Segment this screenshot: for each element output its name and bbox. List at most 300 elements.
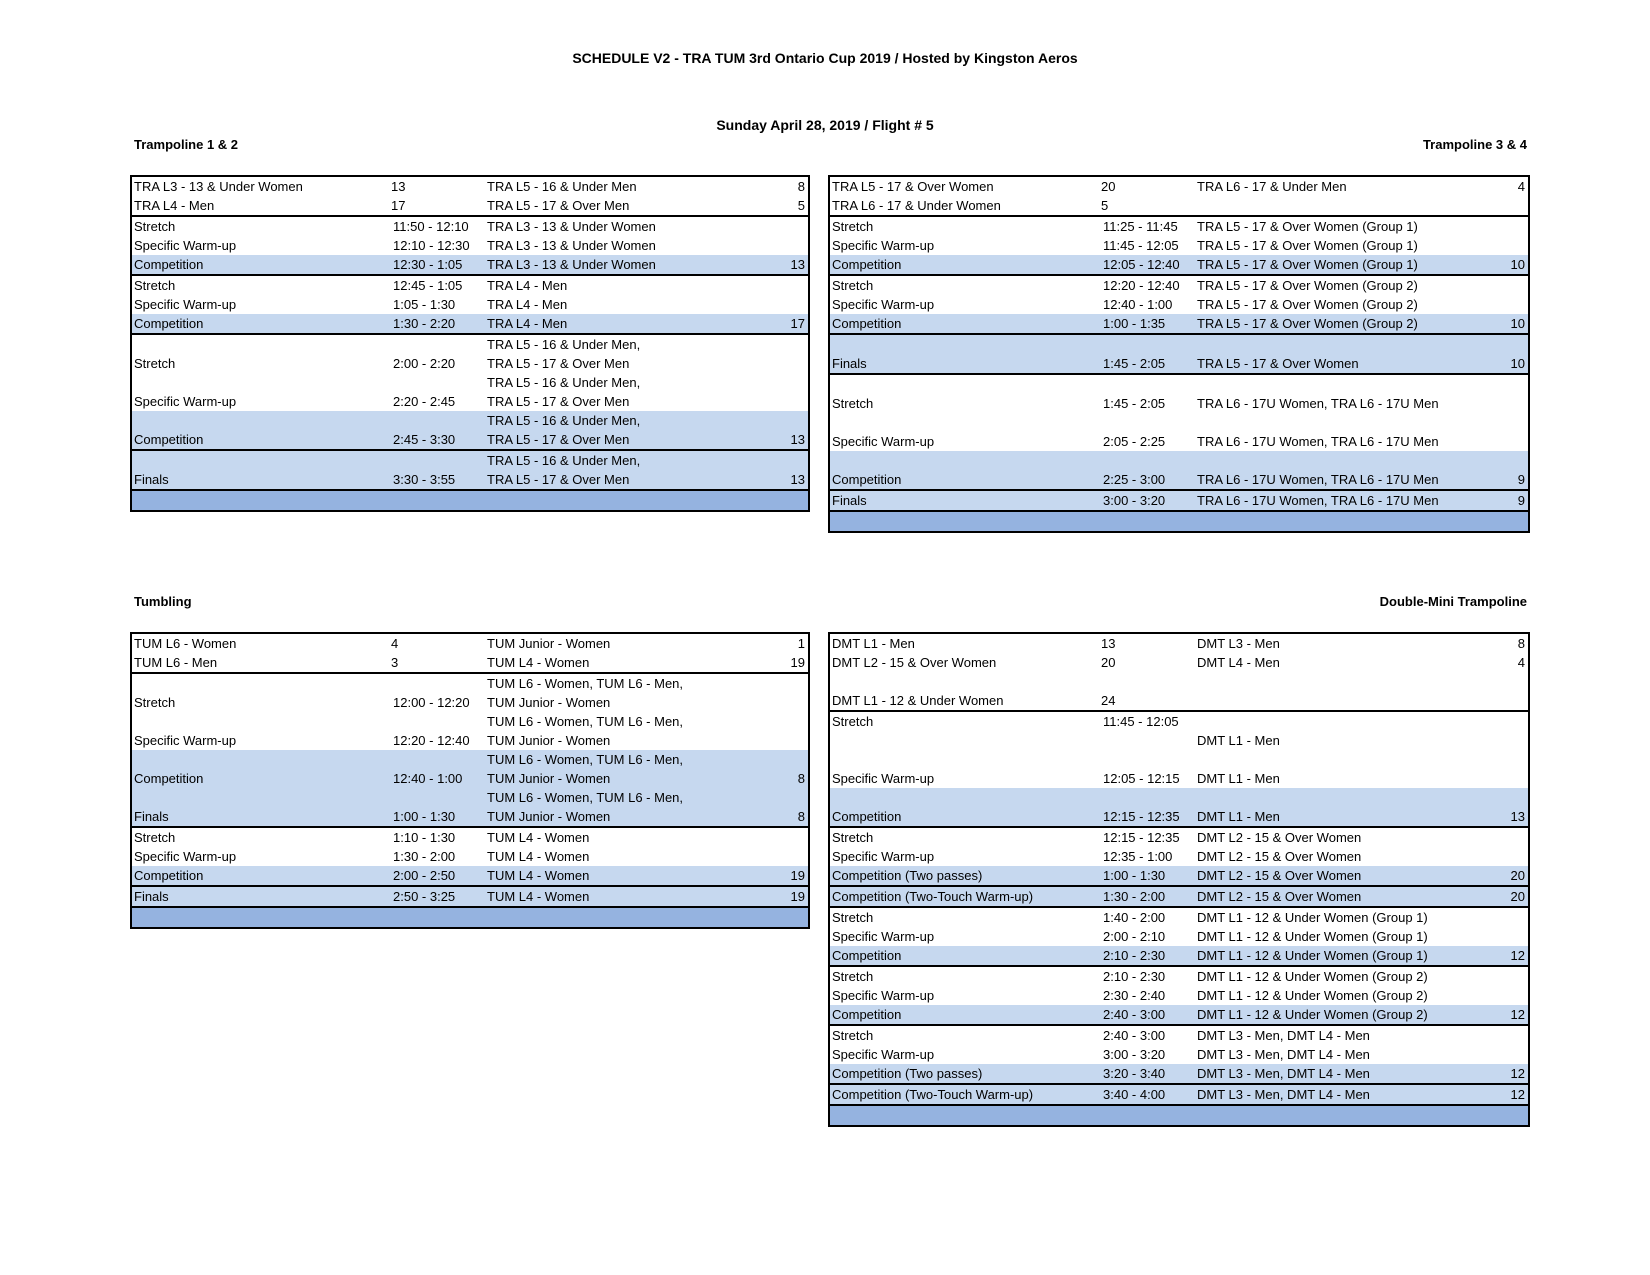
time-cell: 2:40 - 3:00 — [1099, 1005, 1195, 1025]
schedule-row — [829, 374, 1529, 413]
time-cell: 2:00 - 2:50 — [389, 866, 485, 886]
time-cell: 11:45 - 12:05 — [1103, 238, 1179, 253]
time-cell: 12:40 - 1:00 — [389, 750, 485, 788]
activity-cell: Stretch — [829, 711, 1099, 750]
activity-cell: Stretch — [829, 374, 1099, 413]
count-cell: 10 — [1499, 334, 1529, 374]
summary-event: TUM L4 - Women — [487, 655, 590, 670]
activity-cell: Competition (Two passes) — [829, 1064, 1099, 1084]
summary-count: 17 — [391, 198, 406, 213]
count-cell: 10 — [1499, 255, 1529, 275]
event-cell: DMT L1 - 12 & Under Women (Group 2) — [1197, 988, 1428, 1003]
time-cell: 1:00 - 1:30 — [1099, 866, 1195, 886]
count-cell — [1499, 216, 1529, 236]
summary-count — [1499, 196, 1529, 216]
summary-count: 4 — [1517, 179, 1525, 194]
time-cell: 12:15 - 12:35 — [1099, 788, 1195, 827]
activity-cell: Specific Warm-up — [832, 1047, 935, 1062]
schedule-row — [829, 827, 1529, 847]
time-cell: 2:05 - 2:25 — [1103, 434, 1166, 449]
summary-event: DMT L1 - 12 & Under Women — [832, 693, 1004, 708]
activity-cell: Finals — [829, 490, 1099, 511]
summary-count: 5 — [1101, 198, 1109, 213]
event-cell: TRA L5 - 17 & Over Women (Group 2) — [1195, 314, 1499, 334]
event-cell: DMT L1 - Men — [1197, 771, 1280, 786]
activity-cell: Stretch — [829, 907, 1099, 927]
schedule-row — [131, 750, 809, 788]
event-line: TUM L6 - Women, TUM L6 - Men, — [487, 752, 684, 767]
activity-cell: Finals — [131, 788, 389, 827]
count-cell — [1499, 413, 1529, 451]
time-cell: 12:00 - 12:20 — [389, 673, 485, 712]
count-cell — [1499, 275, 1529, 295]
summary-count: 4 — [1517, 655, 1525, 670]
page-subtitle: Sunday April 28, 2019 / Flight # 5 — [716, 117, 934, 133]
time-cell: 1:45 - 2:05 — [1099, 334, 1195, 374]
section-label-trampoline-1-2: Trampoline 1 & 2 — [134, 137, 239, 152]
count-cell — [1499, 986, 1529, 1005]
schedule-row — [131, 295, 809, 314]
time-cell: 3:20 - 3:40 — [1099, 1064, 1195, 1084]
count-cell — [1499, 927, 1529, 946]
table-footer-bar — [829, 511, 1529, 532]
time-cell: 12:35 - 1:00 — [1103, 849, 1173, 864]
time-cell: 2:20 - 2:45 — [393, 394, 456, 409]
time-cell: 12:20 - 12:40 — [1099, 275, 1195, 295]
activity-cell: Specific Warm-up — [832, 929, 935, 944]
schedule-row — [829, 1005, 1529, 1025]
summary-event — [1195, 672, 1499, 711]
schedule-table-trampoline-1-2 — [130, 175, 810, 512]
schedule-row — [131, 673, 809, 712]
time-cell: 12:05 - 12:40 — [1099, 255, 1195, 275]
schedule-row — [829, 866, 1529, 886]
time-cell: 12:05 - 12:15 — [1103, 771, 1180, 786]
count-cell: 13 — [775, 450, 809, 490]
event-line: TUM Junior - Women — [487, 733, 611, 748]
event-cell: TRA L4 - Men — [485, 314, 775, 334]
time-cell: 1:45 - 2:05 — [1099, 374, 1195, 413]
activity-cell: Stretch — [829, 275, 1099, 295]
time-cell: 1:00 - 1:30 — [389, 788, 485, 827]
event-cell: TRA L5 - 17 & Over Women (Group 1) — [1195, 255, 1499, 275]
event-cell: DMT L1 - 12 & Under Women (Group 1) — [1197, 929, 1428, 944]
activity-cell: Specific Warm-up — [832, 238, 935, 253]
count-cell: 20 — [1499, 886, 1529, 907]
summary-count: 13 — [1101, 636, 1116, 651]
count-cell — [1499, 1045, 1529, 1064]
schedule-row — [131, 847, 809, 866]
summary-count: 3 — [391, 655, 399, 670]
count-cell: 12 — [1499, 1064, 1529, 1084]
event-cell: DMT L1 - 12 & Under Women (Group 2) — [1195, 1005, 1499, 1025]
count-cell — [775, 847, 809, 866]
activity-cell: Stretch — [829, 966, 1099, 986]
summary-event: TRA L5 - 17 & Over Men — [487, 198, 630, 213]
schedule-row — [829, 966, 1529, 986]
event-cell: DMT L3 - Men, DMT L4 - Men — [1195, 1025, 1499, 1045]
count-cell: 9 — [1499, 451, 1529, 490]
time-cell: 2:30 - 2:40 — [1103, 988, 1166, 1003]
activity-cell: Specific Warm-up — [832, 771, 935, 786]
schedule-row — [829, 275, 1529, 295]
table-footer-bar — [131, 490, 809, 511]
summary-row — [131, 653, 809, 673]
event-cell: TUM L4 - Women — [487, 849, 590, 864]
schedule-row — [829, 216, 1529, 236]
time-cell: 1:30 - 2:00 — [1099, 886, 1195, 907]
event-cell: DMT L1 - 12 & Under Women (Group 1) — [1195, 946, 1499, 966]
time-cell: 2:00 - 2:10 — [1103, 929, 1166, 944]
count-cell — [775, 673, 809, 712]
event-cell: TUM L4 - Women — [485, 866, 775, 886]
time-cell: 1:40 - 2:00 — [1099, 907, 1195, 927]
schedule-table-trampoline-3-4 — [828, 175, 1530, 533]
event-cell: DMT L2 - 15 & Over Women — [1197, 849, 1362, 864]
schedule-row — [829, 847, 1529, 866]
event-cell: DMT L1 - Men — [1195, 711, 1499, 750]
schedule-row — [829, 946, 1529, 966]
event-cell: TRA L5 - 17 & Over Women (Group 2) — [1197, 297, 1418, 312]
summary-count: 20 — [1101, 179, 1116, 194]
activity-cell: Competition — [829, 946, 1099, 966]
time-cell: 3:40 - 4:00 — [1099, 1084, 1195, 1105]
time-cell: 11:45 - 12:05 — [1099, 711, 1195, 750]
activity-cell: Specific Warm-up — [134, 849, 237, 864]
time-cell: 2:25 - 3:00 — [1099, 451, 1195, 490]
schedule-row — [131, 314, 809, 334]
schedule-row — [829, 907, 1529, 927]
count-cell — [1499, 711, 1529, 750]
count-cell — [775, 275, 809, 295]
count-cell: 17 — [775, 314, 809, 334]
activity-cell: Competition — [829, 314, 1099, 334]
count-cell: 19 — [775, 866, 809, 886]
schedule-row — [131, 411, 809, 450]
count-cell — [775, 373, 809, 411]
activity-cell: Specific Warm-up — [134, 733, 237, 748]
event-cell — [485, 373, 775, 411]
schedule-table-double-mini — [828, 632, 1530, 1127]
event-line: TRA L5 - 17 & Over Men — [487, 356, 630, 371]
count-cell: 12 — [1499, 946, 1529, 966]
summary-count: 8 — [1517, 636, 1525, 651]
time-cell: 2:45 - 3:30 — [389, 411, 485, 450]
event-cell: DMT L2 - 15 & Over Women — [1195, 827, 1499, 847]
event-cell — [485, 334, 775, 373]
summary-event — [1195, 196, 1499, 216]
event-cell — [485, 750, 775, 788]
summary-count: 20 — [1101, 655, 1116, 670]
activity-cell: Specific Warm-up — [832, 434, 935, 449]
count-cell — [775, 236, 809, 255]
summary-row — [829, 633, 1529, 653]
activity-cell: Competition — [829, 788, 1099, 827]
schedule-row — [131, 216, 809, 236]
count-cell: 12 — [1499, 1005, 1529, 1025]
event-cell: TRA L5 - 17 & Over Women (Group 1) — [1197, 238, 1418, 253]
activity-cell: Stretch — [131, 673, 389, 712]
activity-cell: Specific Warm-up — [134, 394, 237, 409]
activity-cell: Stretch — [131, 275, 389, 295]
count-cell: 13 — [1499, 788, 1529, 827]
event-cell: DMT L1 - 12 & Under Women (Group 1) — [1195, 907, 1499, 927]
time-cell: 1:05 - 1:30 — [393, 297, 456, 312]
schedule-row — [829, 711, 1529, 750]
time-cell: 3:30 - 3:55 — [389, 450, 485, 490]
summary-row — [131, 196, 809, 216]
schedule-row — [131, 236, 809, 255]
event-line: TRA L5 - 16 & Under Men, — [487, 337, 641, 352]
count-cell — [1499, 374, 1529, 413]
activity-cell: Competition — [829, 255, 1099, 275]
count-cell — [1499, 966, 1529, 986]
activity-cell: Specific Warm-up — [832, 849, 935, 864]
count-cell: 19 — [775, 886, 809, 907]
schedule-row — [131, 866, 809, 886]
time-cell: 12:15 - 12:35 — [1099, 827, 1195, 847]
time-cell: 12:30 - 1:05 — [389, 255, 485, 275]
schedule-row — [131, 255, 809, 275]
event-line: TRA L5 - 16 & Under Men, — [487, 375, 641, 390]
schedule-row — [829, 750, 1529, 788]
event-cell — [485, 450, 775, 490]
time-cell: 1:10 - 1:30 — [389, 827, 485, 847]
time-cell: 2:40 - 3:00 — [1099, 1025, 1195, 1045]
count-cell — [1499, 827, 1529, 847]
schedule-row — [131, 373, 809, 411]
event-cell — [485, 411, 775, 450]
activity-cell: Competition — [131, 255, 389, 275]
event-cell: TRA L6 - 17U Women, TRA L6 - 17U Men — [1195, 451, 1499, 490]
count-cell: 13 — [775, 255, 809, 275]
time-cell: 2:10 - 2:30 — [1099, 966, 1195, 986]
event-cell: DMT L1 - 12 & Under Women (Group 2) — [1195, 966, 1499, 986]
activity-cell: Specific Warm-up — [832, 297, 935, 312]
schedule-row — [131, 275, 809, 295]
event-cell: TRA L3 - 13 & Under Women — [485, 216, 775, 236]
time-cell: 12:10 - 12:30 — [393, 238, 470, 253]
event-cell: TRA L4 - Men — [487, 297, 568, 312]
section-label-trampoline-3-4: Trampoline 3 & 4 — [1422, 137, 1527, 152]
table-footer-bar — [131, 907, 809, 928]
activity-cell: Competition — [829, 451, 1099, 490]
time-cell: 11:50 - 12:10 — [389, 216, 485, 236]
summary-row — [829, 653, 1529, 672]
time-cell: 3:00 - 3:20 — [1099, 490, 1195, 511]
event-cell: TRA L3 - 13 & Under Women — [485, 255, 775, 275]
event-cell: TRA L6 - 17U Women, TRA L6 - 17U Men — [1195, 374, 1499, 413]
event-cell: TRA L5 - 17 & Over Women (Group 2) — [1195, 275, 1499, 295]
event-line: TRA L5 - 17 & Over Men — [487, 432, 630, 447]
schedule-row — [829, 451, 1529, 490]
event-cell: DMT L3 - Men, DMT L4 - Men — [1197, 1047, 1370, 1062]
schedule-row — [829, 295, 1529, 314]
summary-row — [829, 176, 1529, 196]
count-cell: 20 — [1499, 866, 1529, 886]
time-cell: 11:25 - 11:45 — [1099, 216, 1195, 236]
event-line: TUM L6 - Women, TUM L6 - Men, — [487, 790, 684, 805]
count-cell — [1499, 236, 1529, 255]
event-cell: TRA L6 - 17U Women, TRA L6 - 17U Men — [1195, 490, 1499, 511]
activity-cell: Competition (Two-Touch Warm-up) — [829, 886, 1099, 907]
count-cell: 9 — [1499, 490, 1529, 511]
event-cell: DMT L2 - 15 & Over Women — [1195, 866, 1499, 886]
time-cell: 2:50 - 3:25 — [389, 886, 485, 907]
event-cell: TUM L4 - Women — [485, 827, 775, 847]
count-cell — [775, 712, 809, 750]
count-cell — [1499, 1025, 1529, 1045]
schedule-row — [829, 927, 1529, 946]
schedule-row — [829, 788, 1529, 827]
count-cell — [775, 827, 809, 847]
event-line: TUM Junior - Women — [487, 771, 611, 786]
count-cell: 13 — [775, 411, 809, 450]
count-cell: 12 — [1499, 1084, 1529, 1105]
summary-event: DMT L4 - Men — [1197, 655, 1280, 670]
activity-cell: Competition — [131, 411, 389, 450]
activity-cell: Stretch — [829, 827, 1099, 847]
table-footer-bar — [829, 1105, 1529, 1126]
count-cell — [1499, 295, 1529, 314]
summary-count: 4 — [391, 636, 399, 651]
schedule-row — [829, 986, 1529, 1005]
activity-cell: Competition (Two passes) — [829, 866, 1099, 886]
count-cell — [1499, 750, 1529, 788]
schedule-row — [131, 334, 809, 373]
schedule-row — [131, 788, 809, 827]
activity-cell: Specific Warm-up — [134, 297, 237, 312]
schedule-row — [131, 450, 809, 490]
schedule-row — [829, 886, 1529, 907]
summary-count: 19 — [790, 655, 805, 670]
activity-cell: Competition — [131, 866, 389, 886]
time-cell: 12:45 - 1:05 — [389, 275, 485, 295]
schedule-row — [131, 712, 809, 750]
schedule-row — [829, 1025, 1529, 1045]
activity-cell: Stretch — [131, 216, 389, 236]
event-line: TUM Junior - Women — [487, 809, 611, 824]
section-label-tumbling: Tumbling — [134, 594, 192, 609]
time-cell: 2:10 - 2:30 — [1099, 946, 1195, 966]
summary-event: DMT L2 - 15 & Over Women — [832, 655, 997, 670]
event-cell: TRA L3 - 13 & Under Women — [487, 238, 656, 253]
schedule-row — [829, 314, 1529, 334]
schedule-row — [829, 236, 1529, 255]
schedule-row — [829, 1045, 1529, 1064]
activity-cell: Stretch — [829, 216, 1099, 236]
event-cell: DMT L2 - 15 & Over Women — [1195, 886, 1499, 907]
summary-row — [131, 176, 809, 196]
activity-cell: Finals — [829, 334, 1099, 374]
schedule-row — [131, 886, 809, 907]
event-line: TRA L5 - 16 & Under Men, — [487, 413, 641, 428]
count-cell: 8 — [775, 750, 809, 788]
time-cell: 1:30 - 2:20 — [389, 314, 485, 334]
event-line: TRA L5 - 17 & Over Men — [487, 394, 630, 409]
time-cell: 12:40 - 1:00 — [1103, 297, 1173, 312]
time-cell: 2:00 - 2:20 — [389, 334, 485, 373]
page-title: SCHEDULE V2 - TRA TUM 3rd Ontario Cup 2019 / Hosted by Kingston Aeros — [572, 50, 1078, 66]
count-cell — [775, 295, 809, 314]
activity-cell: Specific Warm-up — [134, 238, 237, 253]
summary-event: TUM L6 - Women — [134, 636, 237, 651]
section-label-double-mini: Double-Mini Trampoline — [1379, 594, 1527, 609]
event-cell — [485, 673, 775, 712]
schedule-row — [829, 1064, 1529, 1084]
summary-event: DMT L1 - Men — [832, 636, 915, 651]
summary-event: DMT L3 - Men — [1197, 636, 1280, 651]
activity-cell: Specific Warm-up — [832, 988, 935, 1003]
event-cell: TUM L4 - Women — [485, 886, 775, 907]
summary-event: TUM Junior - Women — [487, 636, 611, 651]
summary-count: 24 — [1101, 693, 1116, 708]
schedule-row — [829, 255, 1529, 275]
count-cell: 8 — [775, 788, 809, 827]
summary-count: 1 — [797, 636, 805, 651]
summary-event: TRA L3 - 13 & Under Women — [134, 179, 303, 194]
summary-event: TRA L5 - 16 & Under Men — [487, 179, 637, 194]
event-line: TUM Junior - Women — [487, 695, 611, 710]
summary-row — [131, 633, 809, 653]
count-cell: 10 — [1499, 314, 1529, 334]
event-cell: DMT L3 - Men, DMT L4 - Men — [1195, 1064, 1499, 1084]
event-cell: TRA L5 - 17 & Over Women (Group 1) — [1195, 216, 1499, 236]
event-line: TUM L6 - Women, TUM L6 - Men, — [487, 714, 684, 729]
activity-cell: Finals — [131, 450, 389, 490]
summary-count — [1499, 672, 1529, 711]
event-cell — [485, 712, 775, 750]
count-cell — [1499, 847, 1529, 866]
activity-cell: Stretch — [829, 1025, 1099, 1045]
event-cell: DMT L3 - Men, DMT L4 - Men — [1195, 1084, 1499, 1105]
event-line: TRA L5 - 16 & Under Men, — [487, 453, 641, 468]
event-cell — [485, 788, 775, 827]
activity-cell: Competition (Two-Touch Warm-up) — [829, 1084, 1099, 1105]
summary-count: 5 — [797, 198, 805, 213]
count-cell — [775, 216, 809, 236]
summary-event: TUM L6 - Men — [134, 655, 218, 670]
event-cell: TRA L4 - Men — [485, 275, 775, 295]
event-cell: DMT L1 - Men — [1195, 788, 1499, 827]
summary-event: TRA L4 - Men — [134, 198, 215, 213]
count-cell — [1499, 907, 1529, 927]
activity-cell: Stretch — [131, 334, 389, 373]
schedule-table-tumbling — [130, 632, 810, 929]
time-cell: 3:00 - 3:20 — [1103, 1047, 1166, 1062]
event-cell: TRA L5 - 17 & Over Women — [1195, 334, 1499, 374]
summary-event: TRA L6 - 17 & Under Men — [1197, 179, 1347, 194]
activity-cell: Stretch — [131, 827, 389, 847]
summary-row — [829, 672, 1529, 711]
schedule-row — [829, 413, 1529, 451]
summary-row — [829, 196, 1529, 216]
schedule-row — [829, 1084, 1529, 1105]
event-line: TUM L6 - Women, TUM L6 - Men, — [487, 676, 684, 691]
summary-count: 13 — [391, 179, 406, 194]
summary-event: TRA L5 - 17 & Over Women — [832, 179, 994, 194]
activity-cell: Competition — [829, 1005, 1099, 1025]
activity-cell: Competition — [131, 750, 389, 788]
event-line: TRA L5 - 17 & Over Men — [487, 472, 630, 487]
schedule-row — [829, 334, 1529, 374]
schedule-row — [829, 490, 1529, 511]
summary-count: 8 — [797, 179, 805, 194]
summary-event: TRA L6 - 17 & Under Women — [832, 198, 1001, 213]
activity-cell: Competition — [131, 314, 389, 334]
time-cell: 1:00 - 1:35 — [1099, 314, 1195, 334]
time-cell: 12:20 - 12:40 — [393, 733, 470, 748]
